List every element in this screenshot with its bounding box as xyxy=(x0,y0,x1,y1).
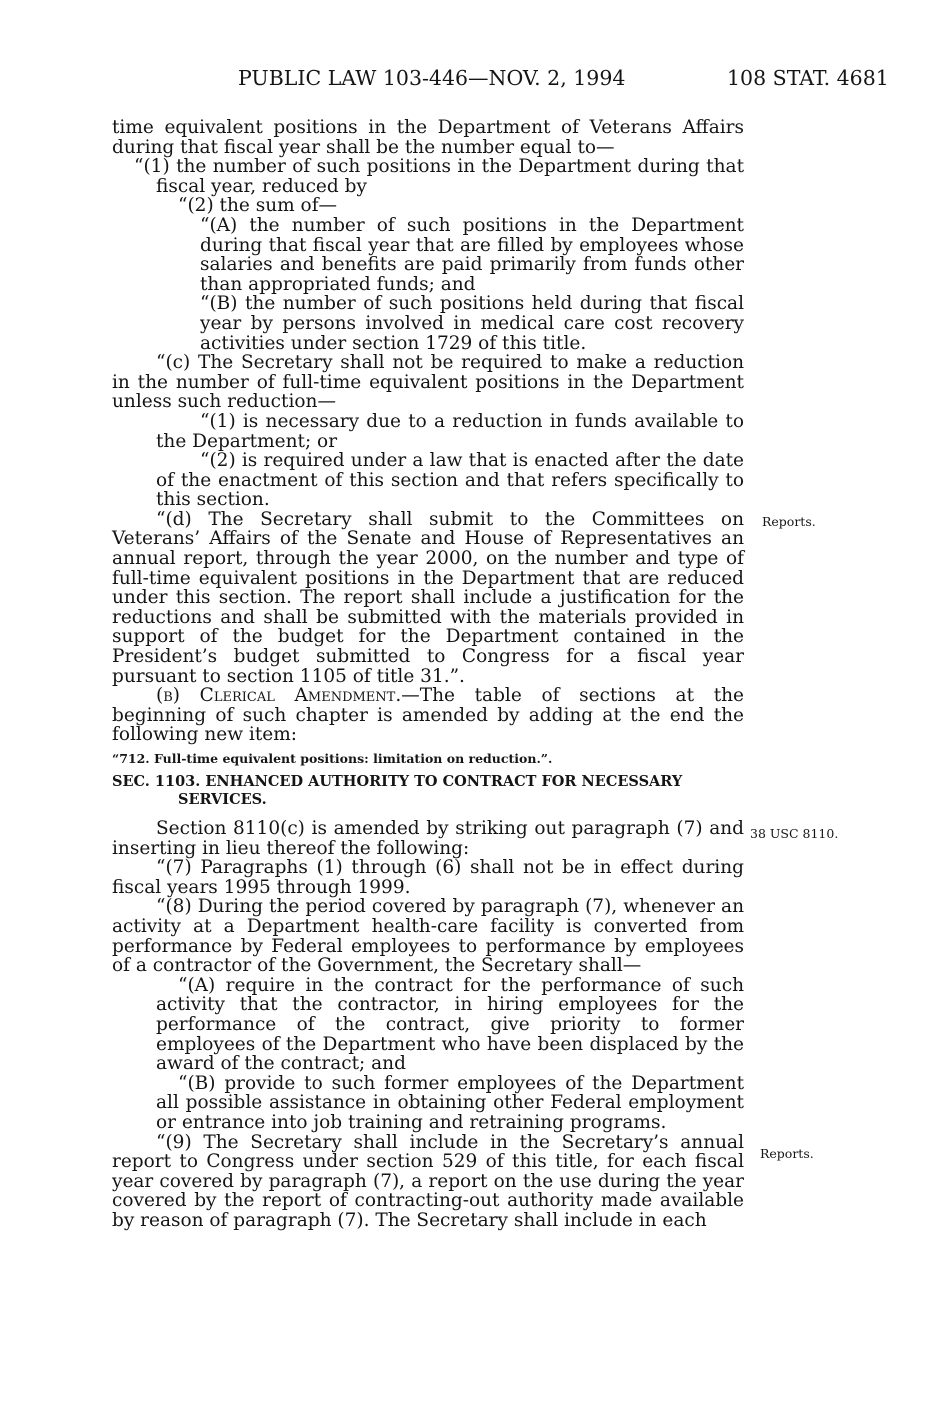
section-title: ENHANCED AUTHORITY TO CONTRACT FOR NECESSARY SERVICES. xyxy=(178,773,683,808)
table-of-sections-item: “712. Full-time equivalent positions: limitation on reduction.”. xyxy=(112,751,553,766)
clerical-amendment-label: (b) Clerical Amendment. xyxy=(156,685,402,707)
section-number: SEC. 1103. xyxy=(112,773,201,790)
margin-note-reports-second: Reports. xyxy=(760,1146,814,1161)
amendment-instruction: Section 8110(c) is amended by striking out paragraph (7) and inserting in lieu thereof the following: xyxy=(112,818,744,859)
clerical-amendment xyxy=(112,686,744,745)
subsection-d: “(d) The Secretary shall submit to the Committees on Veterans’ Affairs of the Senate and House of Representatives an annual report, through the year 2000, on the number and type of full-time equivalent positions in the Department that are reduced under this section. The report shall include a justification for the reductions and shall be submitted with the materials provided in support of the budget for the Department contained in the President’s budget submitted to Congress for a fiscal year pursuant to section 1105 of title 31.”. xyxy=(112,508,744,687)
running-header-stat-page: 108 STAT. 4681 xyxy=(727,66,889,90)
paragraph-8-b: “(B) provide to such former employees of the Department all possible assistance in obtaining other Federal employment or entrance into job training and retraining programs. xyxy=(156,1072,744,1133)
paragraph-2: “(2) the sum of— xyxy=(178,195,338,217)
paragraph-8: “(8) During the period covered by paragraph (7), whenever an activity at a Department health-care facility is converted from performance by Federal employees to performance by employees of a contractor of the Government, the Secretary shall— xyxy=(112,896,744,977)
subsection-c-1: “(1) is necessary due to a reduction in funds available to the Department; or xyxy=(156,410,744,452)
margin-note-reports: Reports. xyxy=(762,514,816,529)
subsection-c-2: “(2) is required under a law that is enacted after the date of the enactment of this section and that refers specifically to this section. xyxy=(156,450,744,511)
section-heading xyxy=(112,773,744,809)
paragraph-8-a: “(A) require in the contract for the performance of such activity that the contractor, in hiring employees for the performance of the contract, give priority to former employees of the Department who have been displaced by the award of the contract; and xyxy=(156,974,744,1075)
subparagraph-b: “(B) the number of such positions held during that fiscal year by persons involved in medical care cost recovery activities under section 1729 of this title. xyxy=(200,293,744,354)
paragraph-1: “(1) the number of such positions in the Department during that fiscal year, reduced by xyxy=(134,156,744,197)
paragraph-9: “(9) The Secretary shall include in the Secretary’s annual report to Congress under section 529 of this title, for each fiscal year covered by paragraph (7), a report on the use during the year covered by the report of contracting-out authority made available by reason of paragraph (7). The Secretary shall include in each xyxy=(112,1131,744,1231)
subparagraph-a: “(A) the number of such positions in the Department during that fiscal year that are filled by employees whose salaries and benefits are paid primarily from funds other than appropriated funds; and xyxy=(200,214,744,295)
margin-note-usc-citation: 38 USC 8110. xyxy=(750,826,839,841)
clerical-amendment-text: —The table of sections at the beginning of such chapter is amended by adding at the end the following new item: xyxy=(112,685,744,746)
subsection-c: “(c) The Secretary shall not be required to make a reduction in the number of full-time equivalent positions in the Department unless such reduction— xyxy=(112,352,744,413)
text-column xyxy=(112,118,744,1230)
running-header-title: PUBLIC LAW 103-446—NOV. 2, 1994 xyxy=(238,66,626,90)
paragraph-continuation: time equivalent positions in the Department of Veterans Affairs during that fiscal year shall be the number equal to— xyxy=(112,117,744,158)
paragraph-7: “(7) Paragraphs (1) through (6) shall not be in effect during fiscal years 1995 through 1999. xyxy=(112,857,744,898)
